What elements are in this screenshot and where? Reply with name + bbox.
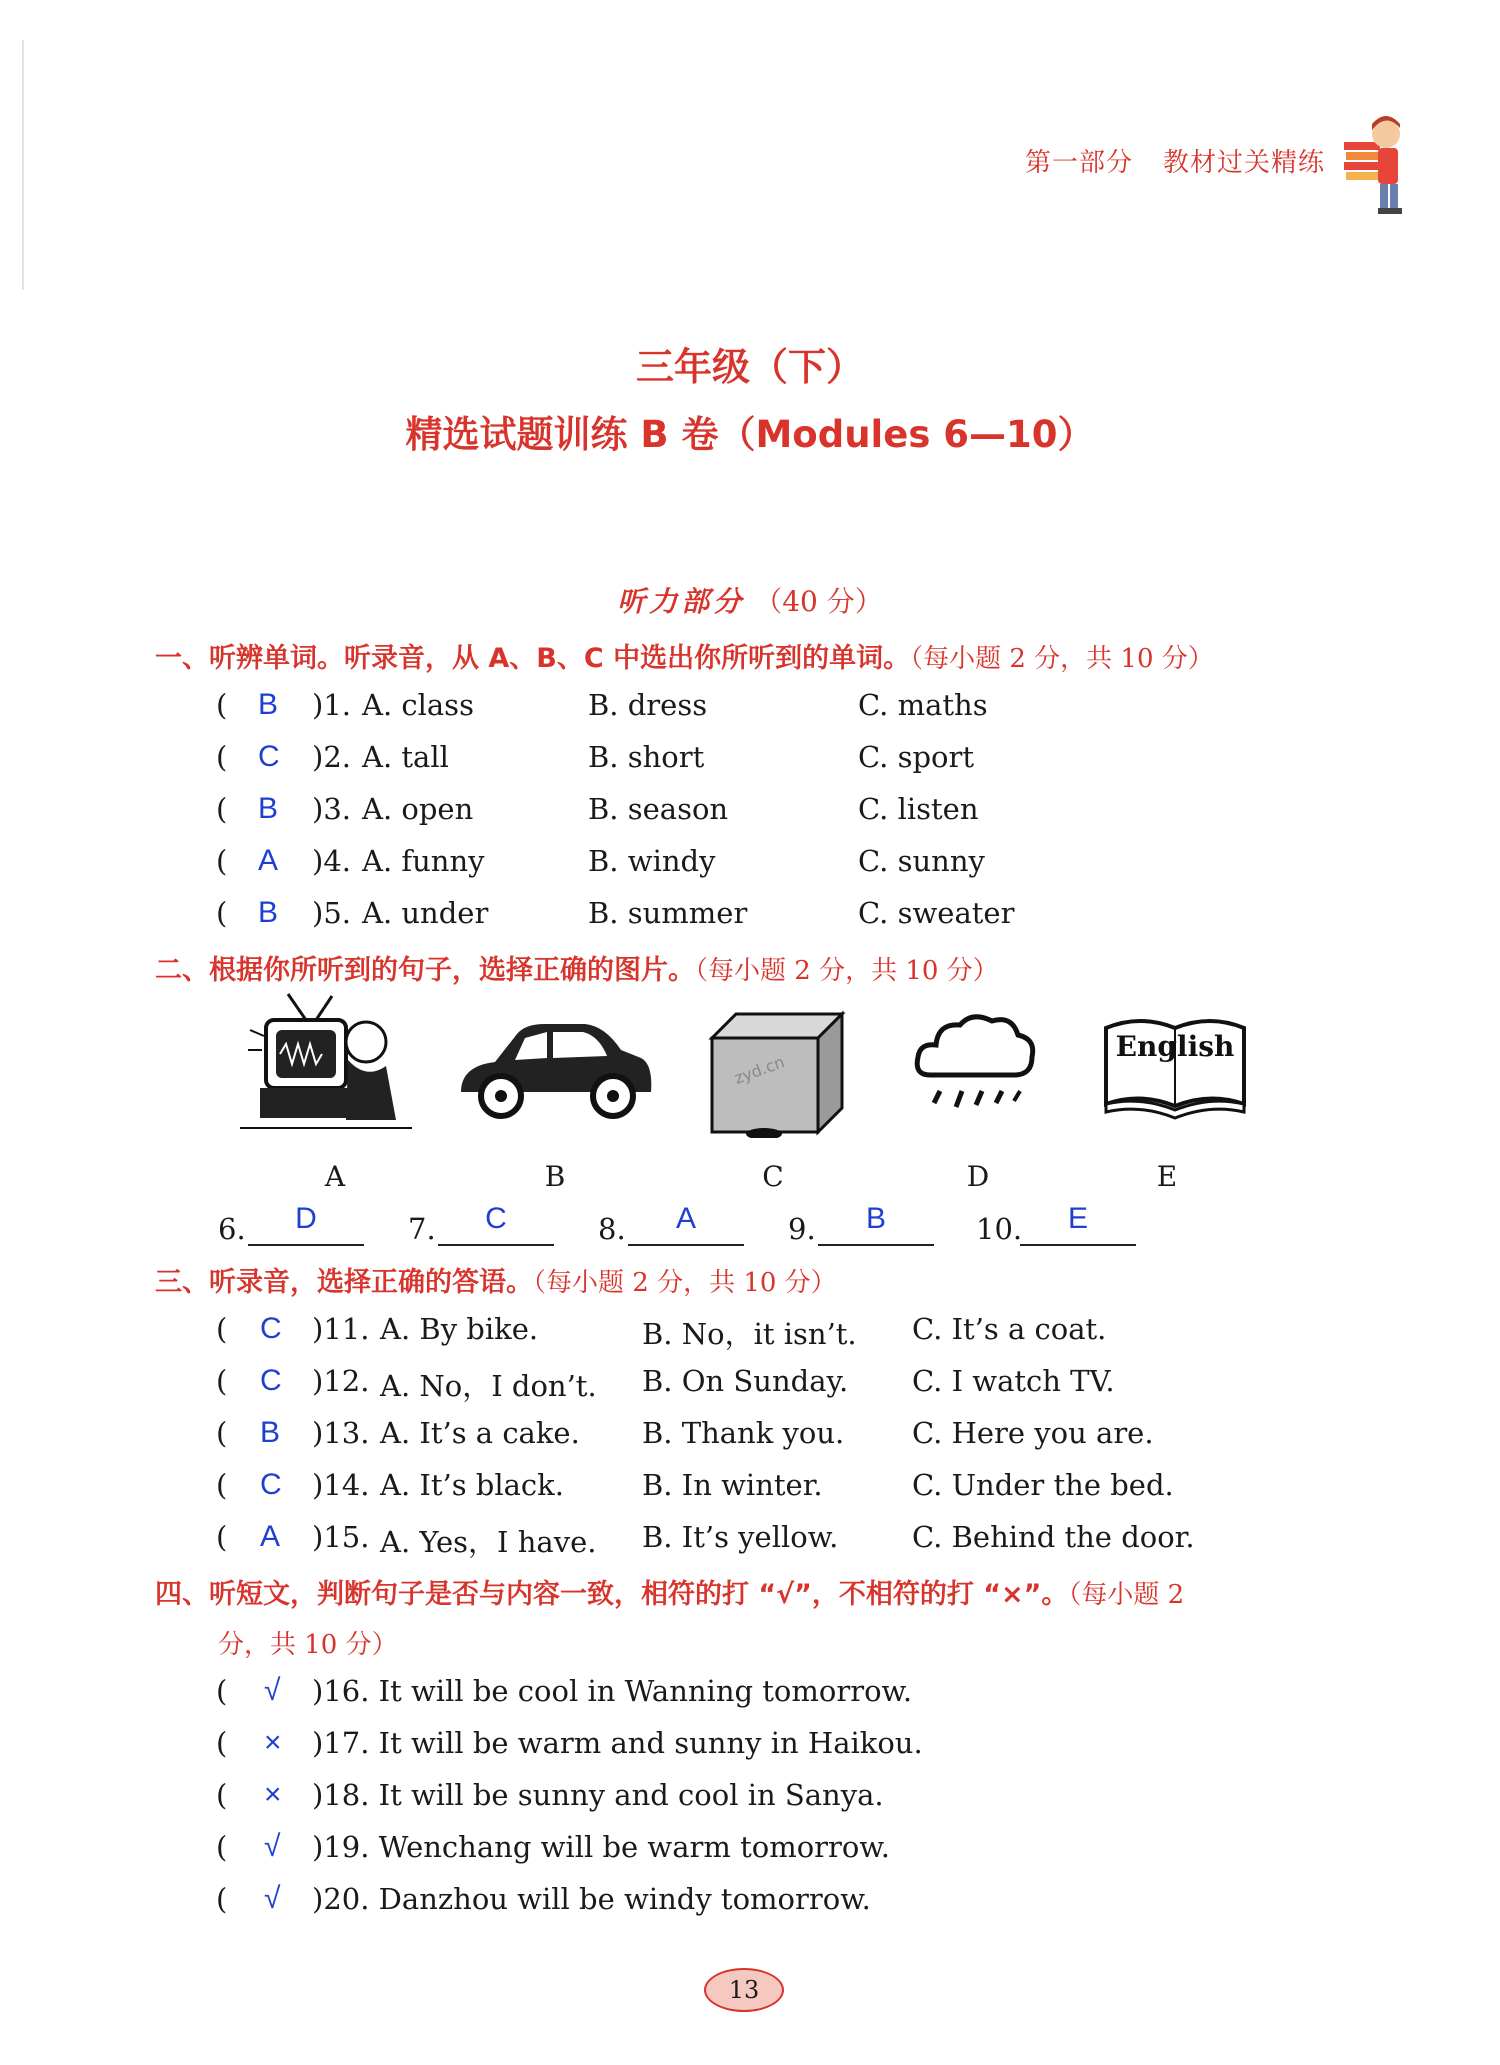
option-c: C. I watch TV. (912, 1364, 1115, 1398)
statement: )20. Danzhou will be windy tomorrow. (312, 1882, 871, 1916)
listening-points: （40 分） (754, 585, 883, 618)
answer-underline (628, 1244, 744, 1246)
question-number: )14. (312, 1468, 370, 1502)
page-number: 13 (704, 1968, 784, 2012)
answer-choice: C (260, 1312, 282, 1345)
question-number: )4. (312, 844, 351, 878)
blank-answer: B (865, 1202, 886, 1235)
judgement-mark: × (264, 1778, 282, 1811)
answer-choice: C (258, 740, 280, 773)
section-points: （每小题 2 分，共 10 分） (695, 956, 999, 986)
page-spine (22, 40, 24, 290)
option-b: B. No，it isn’t. (642, 1317, 857, 1351)
answer-choice: B (260, 1416, 281, 1449)
statement: )16. It will be cool in Wanning tomorrow. (312, 1674, 913, 1708)
option-a: A. class (362, 688, 474, 722)
answer-underline (818, 1244, 934, 1246)
header-part: 第一部分 (1025, 148, 1134, 178)
judgement-mark: √ (264, 1882, 281, 1915)
image-label-d: D (966, 1160, 990, 1193)
blank-number: 7. (408, 1212, 436, 1246)
option-a: A. No，I don’t. (380, 1369, 597, 1403)
section-1-heading (155, 636, 1214, 675)
mascot-boy-with-books-icon (1340, 108, 1410, 216)
judgement-mark: √ (264, 1674, 281, 1707)
option-b: B. dress (588, 688, 708, 722)
image-label-a: A (324, 1160, 346, 1193)
page-subtitle: 精选试题训练 B 卷（Modules 6—10） (405, 413, 1095, 456)
section-4-heading (155, 1572, 1184, 1611)
paren-open: ( (216, 1312, 228, 1346)
option-a: A. tall (362, 740, 449, 774)
answer-choice: A (260, 1520, 281, 1553)
option-a: A. By bike. (380, 1312, 539, 1346)
option-a: A. It’s a cake. (380, 1416, 580, 1450)
question-number: )1. (312, 688, 351, 722)
section-points: （每小题 2 (1068, 1580, 1185, 1610)
option-a: A. Yes，I have. (380, 1525, 597, 1559)
paren-open: ( (216, 1364, 228, 1398)
option-c: C. sweater (858, 896, 1015, 930)
answer-underline (248, 1244, 364, 1246)
question-number: )3. (312, 792, 351, 826)
question-number: )5. (312, 896, 351, 930)
answer-choice: B (258, 688, 279, 721)
paren-open: ( (216, 688, 228, 722)
header-section: 教材过关精练 (1163, 148, 1326, 178)
section-2-heading (155, 948, 999, 987)
statement: )19. Wenchang will be warm tomorrow. (312, 1830, 890, 1864)
answer-choice: C (260, 1468, 282, 1501)
paren-open: ( (216, 1520, 228, 1554)
blank-answer: D (295, 1202, 317, 1235)
paren-open: ( (216, 1416, 228, 1450)
option-c: C. Under the bed. (912, 1468, 1174, 1502)
paren-open: ( (216, 792, 228, 826)
rain-cloud-image (910, 1005, 1040, 1125)
answer-underline (438, 1244, 554, 1246)
option-c: C. maths (858, 688, 988, 722)
image-label-c: C (762, 1160, 784, 1193)
option-b: B. In winter. (642, 1468, 823, 1502)
section-3-heading (155, 1260, 837, 1299)
paren-open: ( (216, 1468, 228, 1502)
option-a: A. open (362, 792, 474, 826)
paren-open: ( (216, 740, 228, 774)
statement: )18. It will be sunny and cool in Sanya. (312, 1778, 884, 1812)
section-title: 三、听录音，选择正确的答语。 (155, 1267, 533, 1298)
listening-heading (0, 580, 1500, 620)
blank-number: 10. (976, 1212, 1023, 1246)
section-points: 分，共 10 分） (218, 1630, 398, 1660)
answer-choice: A (258, 844, 279, 877)
option-b: B. On Sunday. (642, 1364, 849, 1398)
section-points: （每小题 2 分，共 10 分） (910, 644, 1214, 674)
paren-open: ( (216, 1726, 228, 1760)
question-number: )2. (312, 740, 351, 774)
paren-open: ( (216, 1674, 228, 1708)
car-image (455, 1010, 655, 1130)
blank-answer: A (675, 1202, 696, 1235)
paren-open: ( (216, 1830, 228, 1864)
answer-underline (1020, 1244, 1136, 1246)
section-points: （每小题 2 分，共 10 分） (533, 1268, 837, 1298)
section-title: 四、听短文，判断句子是否与内容一致，相符的打 “√”，不相符的打 “×”。 (155, 1579, 1069, 1610)
option-a: A. It’s black. (380, 1468, 564, 1502)
section-4-heading-cont (218, 1624, 398, 1661)
book-title: English (1115, 1030, 1235, 1063)
blank-number: 9. (788, 1212, 816, 1246)
question-number: )13. (312, 1416, 370, 1450)
option-c: C. sport (858, 740, 975, 774)
statement: )17. It will be warm and sunny in Haikou. (312, 1726, 923, 1760)
question-number: )11. (312, 1312, 370, 1346)
page-title: 三年级（下） (635, 345, 864, 389)
option-a: A. under (362, 896, 489, 930)
judgement-mark: × (264, 1726, 282, 1759)
answer-choice: C (260, 1364, 282, 1397)
paren-open: ( (216, 1882, 228, 1916)
option-b: B. short (588, 740, 705, 774)
answer-choice: B (258, 792, 279, 825)
option-c: C. sunny (858, 844, 985, 878)
blank-answer: E (1067, 1202, 1088, 1235)
option-c: C. It’s a coat. (912, 1312, 1107, 1346)
option-b: B. summer (588, 896, 748, 930)
boy-watching-tv-image (236, 990, 416, 1130)
option-c: C. Behind the door. (912, 1520, 1195, 1554)
option-b: B. season (588, 792, 729, 826)
watermark: zyd.cn (731, 1052, 787, 1088)
option-c: C. listen (858, 792, 979, 826)
answer-choice: B (258, 896, 279, 929)
blank-number: 6. (218, 1212, 246, 1246)
paren-open: ( (216, 844, 228, 878)
question-number: )15. (312, 1520, 370, 1554)
option-b: B. Thank you. (642, 1416, 845, 1450)
section-title: 一、听辨单词。听录音，从 A、B、C 中选出你所听到的单词。 (155, 643, 911, 674)
question-number: )12. (312, 1364, 370, 1398)
listening-label: 听力部分 (617, 585, 746, 618)
english-book-image (1100, 1008, 1250, 1120)
paren-open: ( (216, 896, 228, 930)
option-b: B. It’s yellow. (642, 1520, 839, 1554)
box-on-ball-image (708, 1010, 848, 1138)
paren-open: ( (216, 1778, 228, 1812)
blank-number: 8. (598, 1212, 626, 1246)
blank-answer: C (485, 1202, 507, 1235)
option-b: B. windy (588, 844, 716, 878)
judgement-mark: √ (264, 1830, 281, 1863)
option-a: A. funny (362, 844, 485, 878)
option-c: C. Here you are. (912, 1416, 1154, 1450)
image-label-e: E (1156, 1160, 1178, 1193)
section-title: 二、根据你所听到的句子，选择正确的图片。 (155, 955, 695, 986)
image-label-b: B (544, 1160, 566, 1193)
